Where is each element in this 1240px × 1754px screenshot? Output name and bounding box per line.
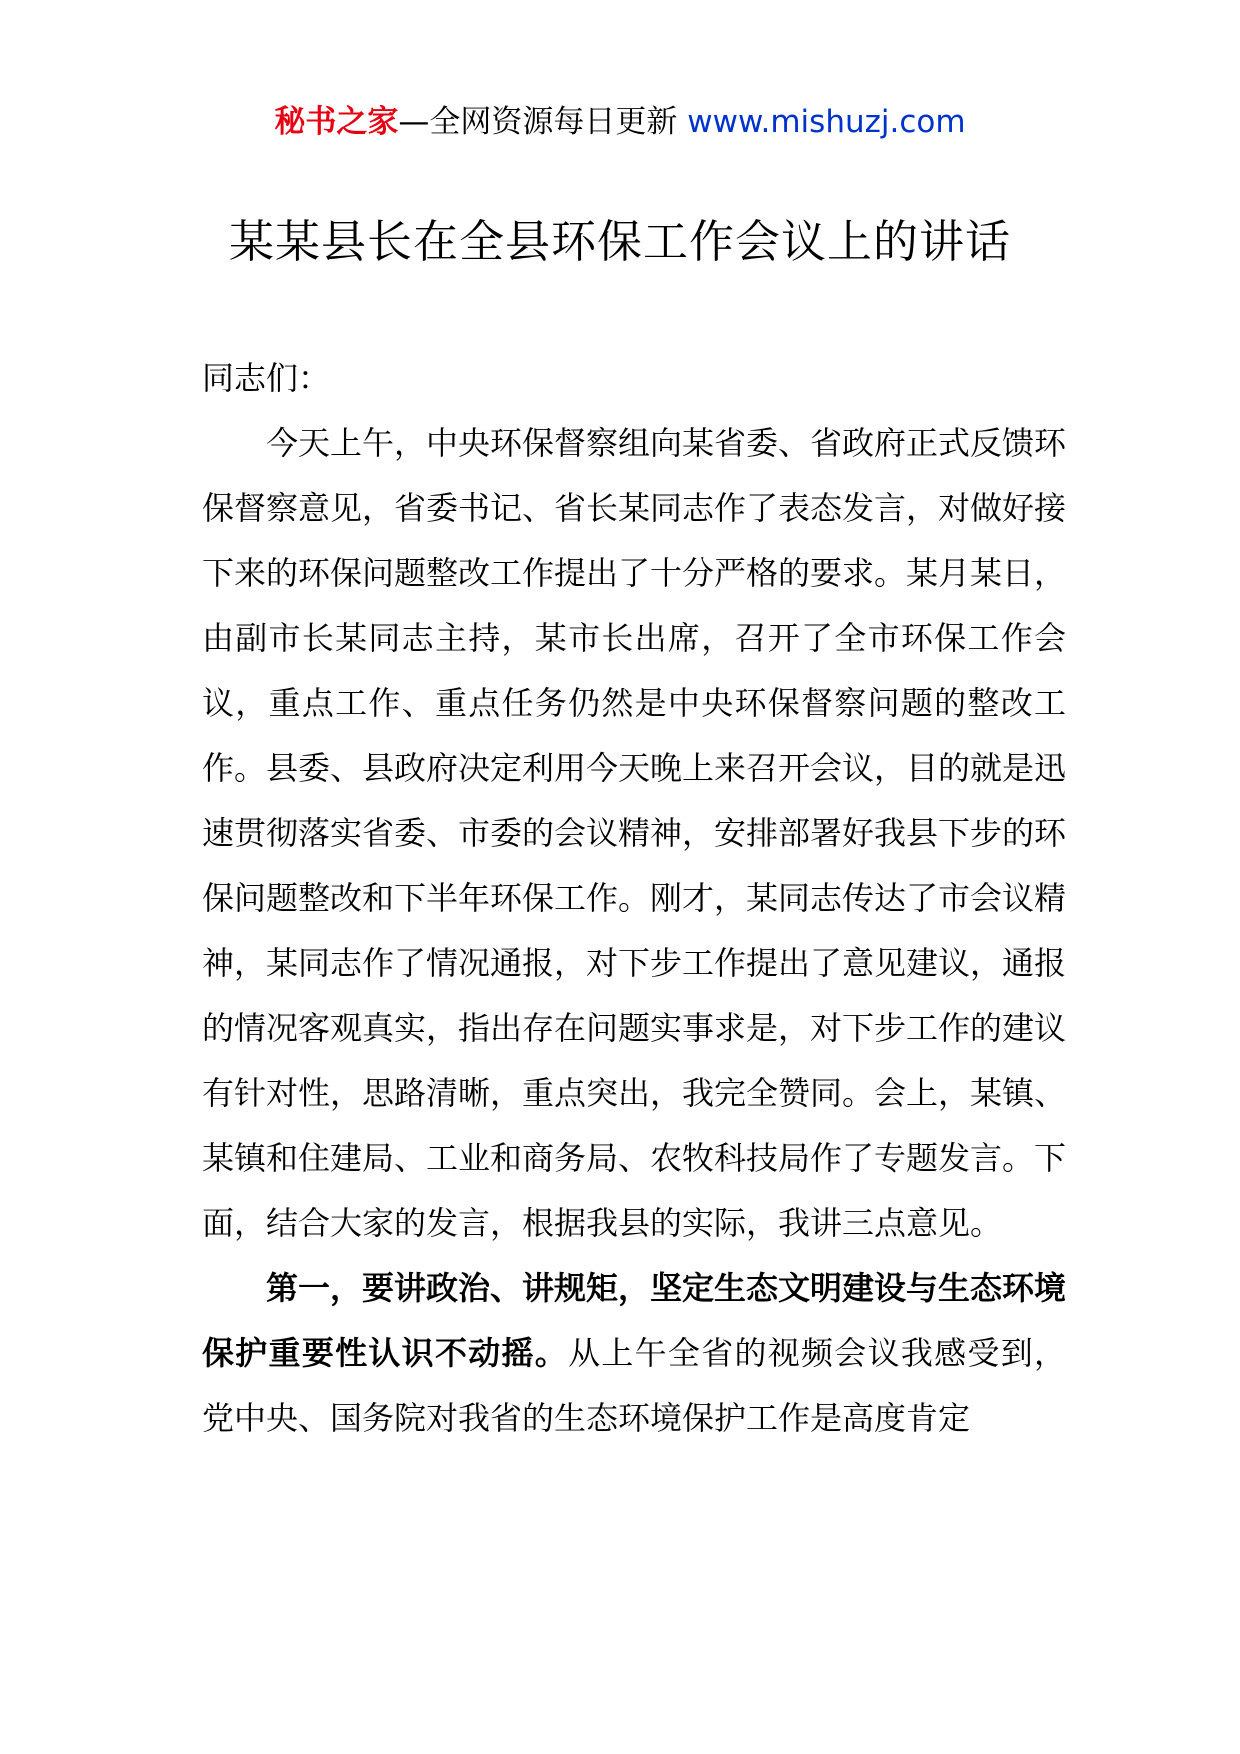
site-header [0,100,1240,144]
document-body [202,346,1066,1451]
paragraph-2-lead: 第一，要讲政治、讲规矩，坚定生态文明建设与生态环境保护重要性认识不动摇。 [202,1269,1067,1372]
site-url-link[interactable]: www.mishuzj.com [687,104,966,140]
document-title: 某某县长在全县环保工作会议上的讲话 [228,215,1011,268]
salutation: 同志们： [202,359,331,397]
paragraph-2 [202,1256,1066,1451]
site-tagline: —全网资源每日更新 [398,104,688,140]
paragraph-2-body: 从上午全省的视频会议我感受到，党中央、国务院对我省的生态环境保护工作是高度肯定 [202,1334,1066,1437]
site-brand: 秘书之家 [274,104,399,140]
paragraph-1: 今天上午，中央环保督察组向某省委、省政府正式反馈环保督察意见，省委书记、省长某同志作了表态发言，对做好接下来的环保问题整改工作提出了十分严格的要求。某月某日，由副市长某同志主持，某市长出席，召开了全市环保工作会议，重点工作、重点任务仍然是中央环保督察问题的整改工作。县委、县政府决定利用今天晚上来召开会议，目的就是迅速贯彻落实省委、市委的会议精神，安排部署好我县下步的环保问题整改和下半年环保工作。刚才，某同志传达了市会议精神，某同志作了情况通报，对下步工作提出了意见建议，通报的情况客观真实，指出存在问题实事求是，对下步工作的建议有针对性，思路清晰，重点突出，我完全赞同。会上，某镇、某镇和住建局、工业和商务局、农牧科技局作了专题发言。下面，结合大家的发言，根据我县的实际，我讲三点意见。 [202,424,1067,1242]
